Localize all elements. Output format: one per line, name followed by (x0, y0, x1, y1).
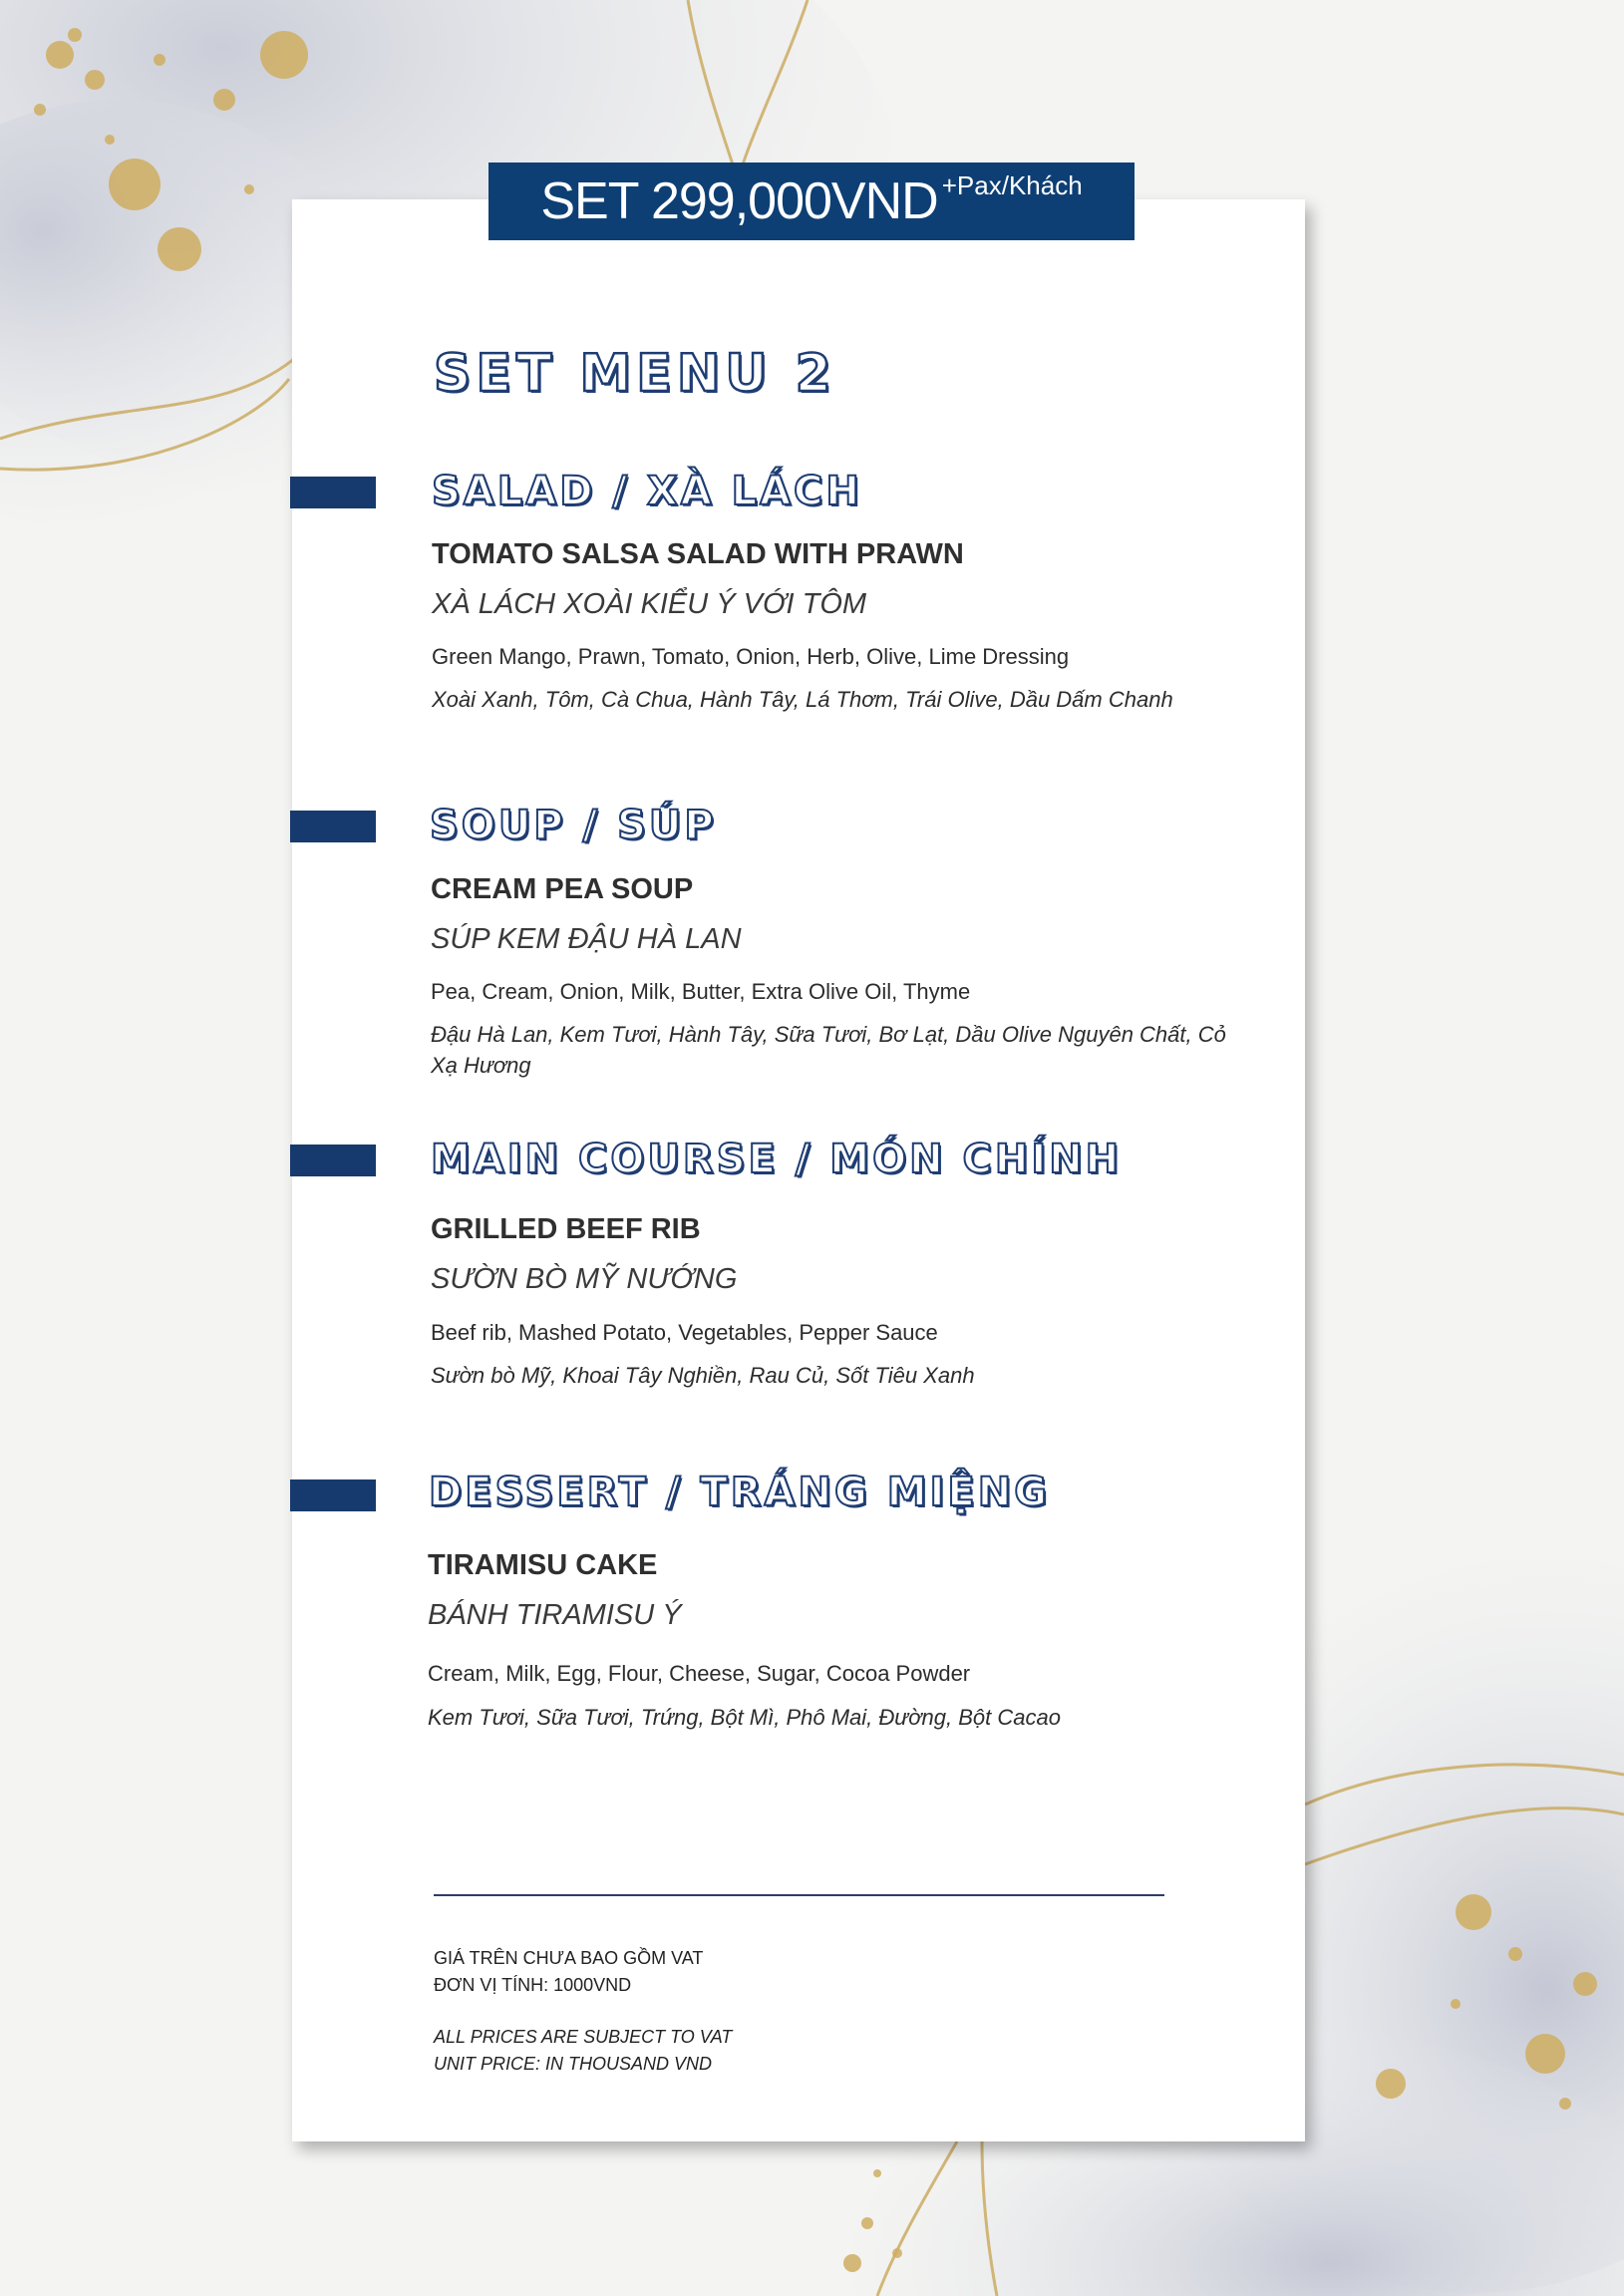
section-heading-salad: SALAD / XÀ LÁCH (432, 469, 862, 514)
ingredients-vi: Đậu Hà Lan, Kem Tươi, Hành Tây, Sữa Tươi, Bơ Lạt, Dầu Olive Nguyên Chất, Cỏ Xạ Hương (431, 1022, 1226, 1078)
set-price: SET 299,000VND (540, 172, 938, 230)
section-heading-main-course: MAIN COURSE / MÓN CHÍNH (431, 1137, 1123, 1182)
dish-name-vi: SÚP KEM ĐẬU HÀ LAN (431, 923, 742, 955)
ingredients-en: Pea, Cream, Onion, Milk, Butter, Extra Olive Oil, Thyme (431, 979, 971, 1004)
vat-note-vi-line1: GIÁ TRÊN CHƯA BAO GỒM VAT (434, 1948, 704, 1968)
section-heading-soup: SOUP / SÚP (430, 803, 717, 848)
section-heading-dessert: DESSERT / TRÁNG MIỆNG (429, 1470, 1051, 1515)
menu-title: SET MENU 2 (434, 344, 836, 404)
vat-note-en-line2: UNIT PRICE: IN THOUSAND VND (434, 2054, 713, 2074)
section-marker-bar (290, 1479, 376, 1511)
dish-name-en: TOMATO SALSA SALAD WITH PRAWN (432, 538, 964, 570)
dish-name-en: TIRAMISU CAKE (428, 1549, 658, 1581)
ingredients-vi: Kem Tươi, Sữa Tươi, Trứng, Bột Mì, Phô Mai, Đường, Bột Cacao (428, 1705, 1061, 1730)
dish-name-en: GRILLED BEEF RIB (431, 1213, 701, 1245)
section-marker-bar (290, 811, 376, 842)
ingredients-en: Beef rib, Mashed Potato, Vegetables, Pepper Sauce (431, 1320, 938, 1345)
dish-name-vi: BÁNH TIRAMISU Ý (428, 1599, 682, 1631)
vat-note-vi (434, 1945, 703, 1999)
dish-name-en: CREAM PEA SOUP (431, 873, 694, 905)
price-suffix: +Pax/Khách (941, 169, 1083, 200)
section-marker-bar (290, 1145, 376, 1176)
vat-note-vi-line2: ĐƠN VỊ TÍNH: 1000VND (434, 1975, 632, 1995)
footer-divider (434, 1894, 1164, 1896)
dish-name-vi: SƯỜN BÒ MỸ NƯỚNG (431, 1263, 738, 1295)
ingredients-vi: Sườn bò Mỹ, Khoai Tây Nghiền, Rau Củ, Sốt Tiêu Xanh (431, 1363, 975, 1388)
dish-name-vi: XÀ LÁCH XOÀI KIỂU Ý VỚI TÔM (432, 588, 867, 620)
ingredients-en: Cream, Milk, Egg, Flour, Cheese, Sugar, Cocoa Powder (428, 1661, 971, 1686)
ingredients-en: Green Mango, Prawn, Tomato, Onion, Herb, Olive, Lime Dressing (432, 644, 1070, 669)
price-banner (488, 163, 1135, 240)
ingredients-vi: Xoài Xanh, Tôm, Cà Chua, Hành Tây, Lá Thơm, Trái Olive, Dầu Dấm Chanh (432, 687, 1173, 712)
vat-note-en (434, 2024, 732, 2078)
vat-note-en-line1: ALL PRICES ARE SUBJECT TO VAT (434, 2027, 733, 2047)
section-marker-bar (290, 477, 376, 508)
